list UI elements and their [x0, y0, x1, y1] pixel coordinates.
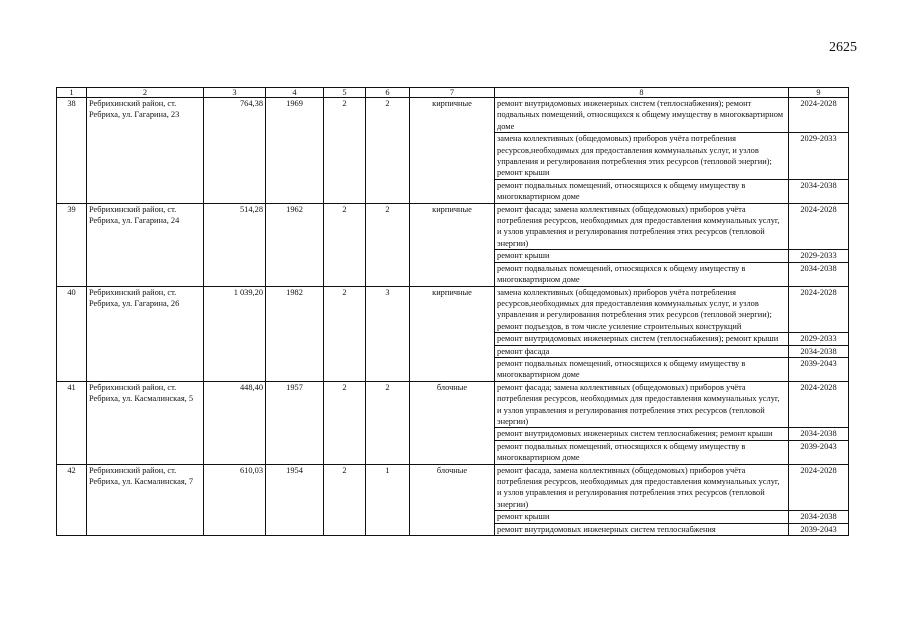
page-number: 2625	[829, 40, 857, 55]
repair-period: 2034-2038	[789, 345, 849, 357]
building-address: Ребрихинский район, ст. Ребриха, ул. Касмалинская, 5	[87, 381, 204, 464]
repair-period: 2024-2028	[789, 381, 849, 428]
repair-period: 2034-2038	[789, 428, 849, 440]
column-header: 4	[266, 88, 324, 98]
column-header: 6	[366, 88, 410, 98]
building-entrances: 2	[366, 203, 410, 286]
wall-material: кирпичные	[410, 203, 495, 286]
wall-material: блочные	[410, 464, 495, 535]
building-year: 1962	[266, 203, 324, 286]
repair-work: ремонт фасада; замена коллективных (общедомовых) приборов учёта потребления ресурсов, необходимых для предоставления коммунальных услуг, и узлов управления и регулирования потребления этих ресурсов (тепловой энергии)	[495, 203, 789, 250]
repair-work: ремонт внутридомовых инженерных систем (теплоснабжения); ремонт подвальных помещений, относящихся к общему имуществу в многоквартирном доме	[495, 98, 789, 133]
repair-period: 2039-2043	[789, 523, 849, 535]
column-header: 7	[410, 88, 495, 98]
repair-period: 2034-2038	[789, 179, 849, 203]
row-number: 40	[57, 286, 87, 381]
building-area: 764,38	[204, 98, 266, 204]
building-entrances: 2	[366, 381, 410, 464]
repair-work: ремонт фасада; замена коллективных (общедомовых) приборов учёта потребления ресурсов, необходимых для предоставления коммунальных услуг, и узлов управления и регулирования потребления этих ресурсов (тепловой энергии)	[495, 381, 789, 428]
building-year: 1954	[266, 464, 324, 535]
repair-period: 2039-2043	[789, 357, 849, 381]
repair-work: ремонт внутридомовых инженерных систем теплоснабжения; ремонт крыши	[495, 428, 789, 440]
building-area: 1 039,20	[204, 286, 266, 381]
repair-work: ремонт внутридомовых инженерных систем теплоснабжения	[495, 523, 789, 535]
repair-work: ремонт подвальных помещений, относящихся к общему имуществу в многоквартирном доме	[495, 262, 789, 286]
repair-work: замена коллективных (общедомовых) приборов учёта потребления ресурсов,необходимых для предоставления коммунальных услуг, и узлов управления и регулирования потребления этих ресурсов (тепловой энергии); ремонт крыши	[495, 133, 789, 180]
row-number: 38	[57, 98, 87, 204]
building-floors: 2	[324, 98, 366, 204]
repair-work: ремонт внутридомовых инженерных систем (теплоснабжения); ремонт крыши	[495, 333, 789, 345]
building-entrances: 1	[366, 464, 410, 535]
building-address: Ребрихинский район, ст. Ребриха, ул. Гагарина, 23	[87, 98, 204, 204]
repair-work: замена коллективных (общедомовых) приборов учёта потребления ресурсов,необходимых для предоставления коммунальных услуг, и узлов управления и регулирования потребления этих ресурсов (тепловой энергии); ремонт подъездов, в том числе усиление строительных конструкций	[495, 286, 789, 333]
repair-period: 2039-2043	[789, 440, 849, 464]
building-address: Ребрихинский район, ст. Ребриха, ул. Гагарина, 24	[87, 203, 204, 286]
building-entrances: 2	[366, 98, 410, 204]
building-area: 514,28	[204, 203, 266, 286]
table-row	[57, 286, 849, 333]
repair-schedule-table	[56, 87, 849, 536]
column-number-row	[57, 88, 849, 98]
repair-period: 2029-2033	[789, 250, 849, 262]
repair-work: ремонт фасада	[495, 345, 789, 357]
row-number: 41	[57, 381, 87, 464]
repair-work: ремонт крыши	[495, 511, 789, 523]
repair-period: 2034-2038	[789, 262, 849, 286]
repair-work: ремонт подвальных помещений, относящихся к общему имуществу в многоквартирном доме	[495, 357, 789, 381]
row-number: 42	[57, 464, 87, 535]
repair-work: ремонт подвальных помещений, относящихся к общему имуществу в многоквартирном доме	[495, 440, 789, 464]
wall-material: блочные	[410, 381, 495, 464]
building-year: 1969	[266, 98, 324, 204]
building-address: Ребрихинский район, ст. Ребриха, ул. Касмалинская, 7	[87, 464, 204, 535]
repair-work: ремонт подвальных помещений, относящихся к общему имуществу в многоквартирном доме	[495, 179, 789, 203]
column-header: 1	[57, 88, 87, 98]
wall-material: кирпичные	[410, 286, 495, 381]
repair-period: 2029-2033	[789, 133, 849, 180]
repair-period: 2024-2028	[789, 203, 849, 250]
building-floors: 2	[324, 203, 366, 286]
repair-period: 2024-2028	[789, 98, 849, 133]
building-address: Ребрихинский район, ст. Ребриха, ул. Гагарина, 26	[87, 286, 204, 381]
table-row	[57, 381, 849, 428]
column-header: 5	[324, 88, 366, 98]
table-row	[57, 98, 849, 133]
column-header: 3	[204, 88, 266, 98]
building-year: 1982	[266, 286, 324, 381]
column-header: 9	[789, 88, 849, 98]
repair-period: 2024-2028	[789, 286, 849, 333]
repair-period: 2024-2028	[789, 464, 849, 511]
building-floors: 2	[324, 286, 366, 381]
building-area: 610,03	[204, 464, 266, 535]
table-row	[57, 464, 849, 511]
wall-material: кирпичные	[410, 98, 495, 204]
row-number: 39	[57, 203, 87, 286]
repair-work: ремонт фасада, замена коллективных (общедомовых) приборов учёта потребления ресурсов, необходимых для предоставления коммунальных услуг, и узлов управления и регулирования потребления этих ресурсов (тепловой энергии)	[495, 464, 789, 511]
repair-work: ремонт крыши	[495, 250, 789, 262]
repair-period: 2034-2038	[789, 511, 849, 523]
building-area: 448,40	[204, 381, 266, 464]
building-year: 1957	[266, 381, 324, 464]
table-row	[57, 203, 849, 250]
building-entrances: 3	[366, 286, 410, 381]
building-floors: 2	[324, 464, 366, 535]
repair-period: 2029-2033	[789, 333, 849, 345]
column-header: 8	[495, 88, 789, 98]
building-floors: 2	[324, 381, 366, 464]
column-header: 2	[87, 88, 204, 98]
